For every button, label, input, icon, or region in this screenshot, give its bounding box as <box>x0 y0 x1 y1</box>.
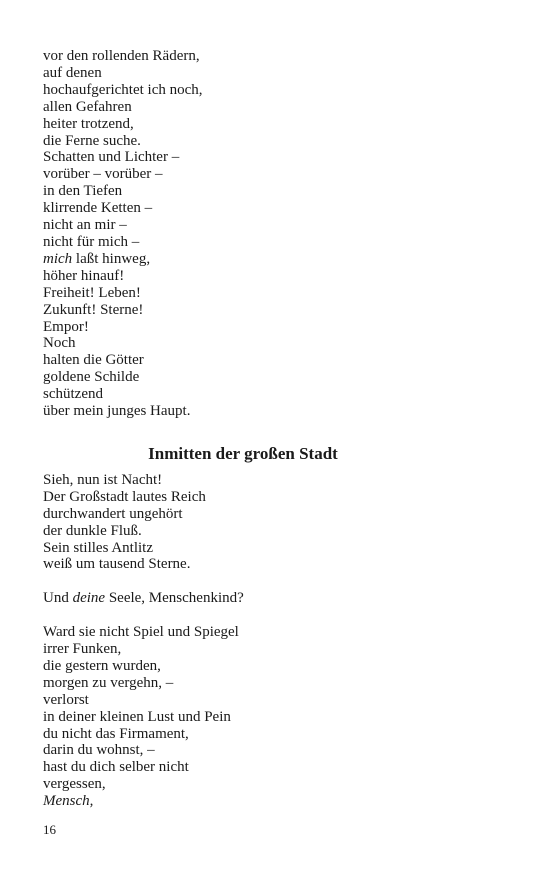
poem-line: Ward sie nicht Spiel und Spiegel <box>43 624 239 641</box>
poem-line: klirrende Ketten – <box>43 200 153 217</box>
poem-line: heiter trotzend, <box>43 115 134 132</box>
poem-line: Freiheit! Leben! <box>43 284 141 301</box>
stanza-break <box>43 607 513 624</box>
poem-line: in den Tiefen <box>43 183 123 200</box>
poem-line: Schatten und Lichter – <box>43 149 180 166</box>
poem-line: in deiner kleinen Lust und Pein <box>43 708 231 725</box>
italic-word: mich <box>43 250 73 267</box>
page-number: 16 <box>43 822 56 837</box>
poem-line: der dunkle Fluß. <box>43 522 142 539</box>
poem-line: Der Großstadt lautes Reich <box>43 488 206 505</box>
poem-line: die gestern wurden, <box>43 657 161 674</box>
poem-line: die Ferne suche. <box>43 132 141 149</box>
poem-line: allen Gefahren <box>43 98 132 115</box>
page-text <box>43 48 513 810</box>
italic-word: deine <box>72 590 106 607</box>
poem-title: Inmitten der großen Stadt <box>148 443 338 463</box>
poem-line: Empor! <box>43 318 89 335</box>
poem-line: vorüber – vorüber – <box>43 166 163 183</box>
poem-2 <box>43 472 513 810</box>
poem-line: hast du dich selber nicht <box>43 759 189 776</box>
stanza-break <box>43 573 513 590</box>
line-rest: laßt hinweg, <box>72 250 151 267</box>
poem-line <box>43 590 513 607</box>
poem-line: schützend <box>43 386 103 403</box>
poem-line: weiß um tausend Sterne. <box>43 556 191 573</box>
poem-line: Noch <box>43 335 76 352</box>
line-rest: Seele, Menschenkind? <box>105 590 244 607</box>
poem-line: Sein stilles Antlitz <box>43 539 154 556</box>
poem-line: nicht an mir – <box>43 217 127 234</box>
poem-line: darin du wohnst, – <box>43 742 155 759</box>
poem-line: über mein junges Haupt. <box>43 403 191 420</box>
italic-line: Mensch, <box>43 793 94 810</box>
poem-line: vor den rollenden Rädern, <box>43 48 200 64</box>
poem-line: irrer Funken, <box>43 640 122 657</box>
poem-line <box>43 251 513 268</box>
poem-line <box>43 793 513 810</box>
poem-line: Sieh, nun ist Nacht! <box>43 471 163 488</box>
poem-line: hochaufgerichtet ich noch, <box>43 81 203 98</box>
poem-line: Zukunft! Sterne! <box>43 301 144 318</box>
poem-line: verlorst <box>43 691 89 708</box>
poem-line: höher hinauf! <box>43 267 125 284</box>
poem-line: durchwandert ungehört <box>43 505 183 522</box>
poem-line: du nicht das Firmament, <box>43 725 189 742</box>
poem-line: halten die Götter <box>43 352 144 369</box>
poem-line: nicht für mich – <box>43 233 140 250</box>
poem-line: goldene Schilde <box>43 369 140 386</box>
line-start: Und <box>43 590 73 607</box>
poem-line: morgen zu vergehn, – <box>43 674 174 691</box>
poem-line: vergessen, <box>43 776 106 793</box>
poem-1 <box>43 48 513 420</box>
poem-line: auf denen <box>43 64 102 81</box>
